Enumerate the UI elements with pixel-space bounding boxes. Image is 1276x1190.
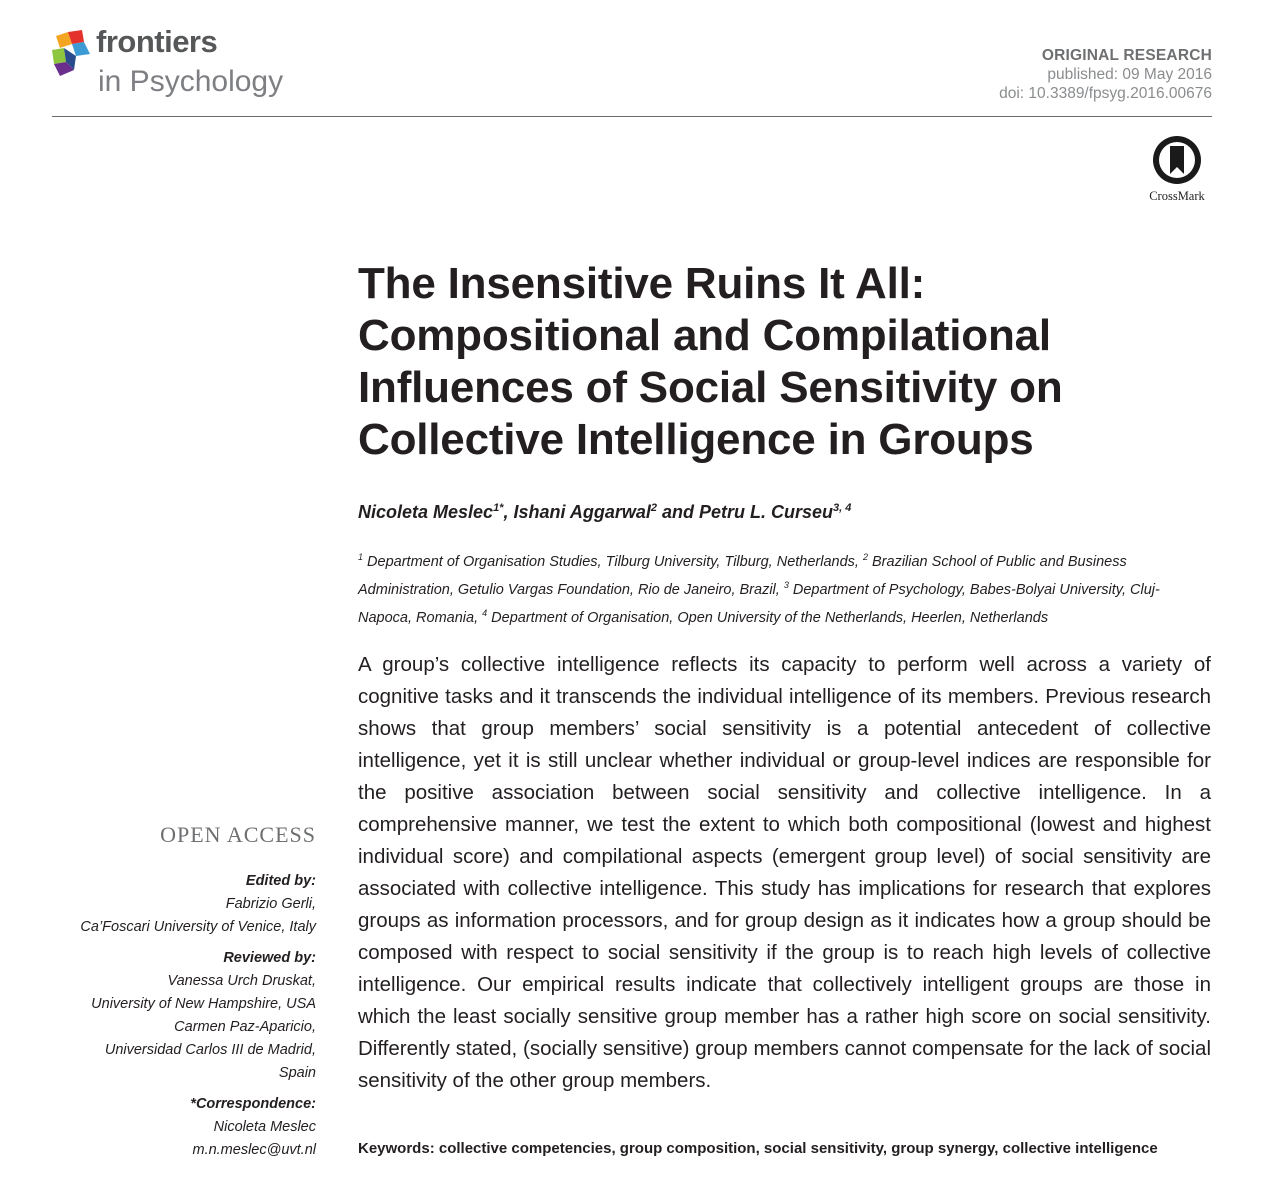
author-separator: , [503, 502, 514, 522]
author-sup: 2 [650, 502, 657, 514]
crossmark-badge[interactable] [1142, 134, 1212, 204]
keywords [358, 1140, 1158, 1157]
affiliation-sup: 1 [358, 552, 364, 562]
doi[interactable]: doi: 10.3389/fpsyg.2016.00676 [999, 85, 1212, 102]
keywords-label: Keywords: [358, 1140, 435, 1157]
correspondence-email[interactable]: m.n.meslec@uvt.nl [192, 1142, 316, 1158]
author-separator: and [656, 502, 699, 522]
affiliation-sup: 2 [862, 552, 868, 562]
journal-section: in Psychology [98, 65, 284, 98]
author-sup: 3, 4 [833, 502, 852, 514]
article-title: The Insensitive Ruins It All: Compositional and Compilational Influences of Social Sensitivity on Collective Intelligence in Groups [358, 259, 1063, 464]
correspondence-name: Nicoleta Meslec [213, 1119, 316, 1135]
reviewer-line: Vanessa Urch Druskat, [167, 973, 316, 989]
frontiers-cubes-icon [52, 28, 94, 78]
header-divider [52, 116, 1212, 117]
author-name[interactable]: Petru L. Curseu [699, 502, 834, 522]
edited-by-label: Edited by: [245, 873, 316, 889]
publish-date: published: 09 May 2016 [1047, 66, 1212, 83]
article-meta [999, 46, 1212, 103]
affiliation-text: Brazilian School of Public and Business Administration, Getulio Vargas Foundation, Rio de Janeiro, Brazil, [358, 553, 1127, 598]
affiliation-sup: 4 [482, 607, 488, 618]
affiliation-sup: 3 [783, 579, 789, 590]
journal-logo[interactable] [52, 24, 352, 108]
article-type: ORIGINAL RESEARCH [1041, 47, 1212, 64]
correspondence-label: *Correspondence: [190, 1096, 316, 1112]
reviewer-line: Universidad Carlos III de Madrid, [104, 1042, 316, 1058]
author-list [358, 502, 851, 523]
journal-brand: frontiers [96, 24, 218, 59]
crossmark-label: CrossMark [1149, 189, 1205, 203]
author-name[interactable]: Ishani Aggarwal [513, 502, 651, 522]
affiliations [358, 546, 1188, 629]
reviewer-line: Spain [278, 1065, 316, 1081]
abstract: A group’s collective intelligence reflects its capacity to perform well across a variety of cognitive tasks and it transcends the individual intelligence of its members. Previous research shows that group members’ social sensitivity is a potential antecedent of collective intelligence, yet it is still unclear whether individual or group-level indices are responsible for the positive association between social sensitivity and collective intelligence. In a comprehensive manner, we test the extent to which both compositional (lowest and highest individual score) and compilational aspects (emergent group level) of social sensitivity are associated with collective intelligence. This study has implications for research that explores groups as information processors, and for group design as it indicates how a group should be composed with respect to social sensitivity if the group is to reach high levels of collective intelligence. Our empirical results indicate that collectively intelligent groups are those in which the least socially sensitive group member has a rather high score on social sensitivity. Differently stated, (socially sensitive) group members cannot compensate for the lack of social sensitivity of the other group members. [358, 653, 1211, 1092]
editor-name: Fabrizio Gerli, [225, 896, 316, 912]
affiliation-text: Department of Organisation, Open University of the Netherlands, Heerlen, Netherlands [491, 609, 1049, 626]
editor-affiliation: Ca’Foscari University of Venice, Italy [80, 919, 316, 935]
author-sup: 1* [493, 502, 504, 514]
crossmark-icon [1151, 134, 1203, 186]
reviewer-line: University of New Hampshire, USA [91, 996, 316, 1012]
affiliation-text: Department of Organisation Studies, Tilburg University, Tilburg, Netherlands, [367, 553, 863, 570]
open-access-label: OPEN ACCESS [160, 822, 316, 847]
reviewed-by-label: Reviewed by: [223, 950, 316, 966]
reviewer-line: Carmen Paz-Aparicio, [174, 1019, 316, 1035]
affiliation-text: Department of Psychology, Babes-Bolyai University, Cluj-Napoca, Romania, [358, 581, 1160, 626]
keywords-text: collective competencies, group composition, social sensitivity, group synergy, collective intelligence [438, 1140, 1158, 1157]
article-sidebar [52, 818, 316, 1162]
author-name[interactable]: Nicoleta Meslec [358, 502, 494, 522]
